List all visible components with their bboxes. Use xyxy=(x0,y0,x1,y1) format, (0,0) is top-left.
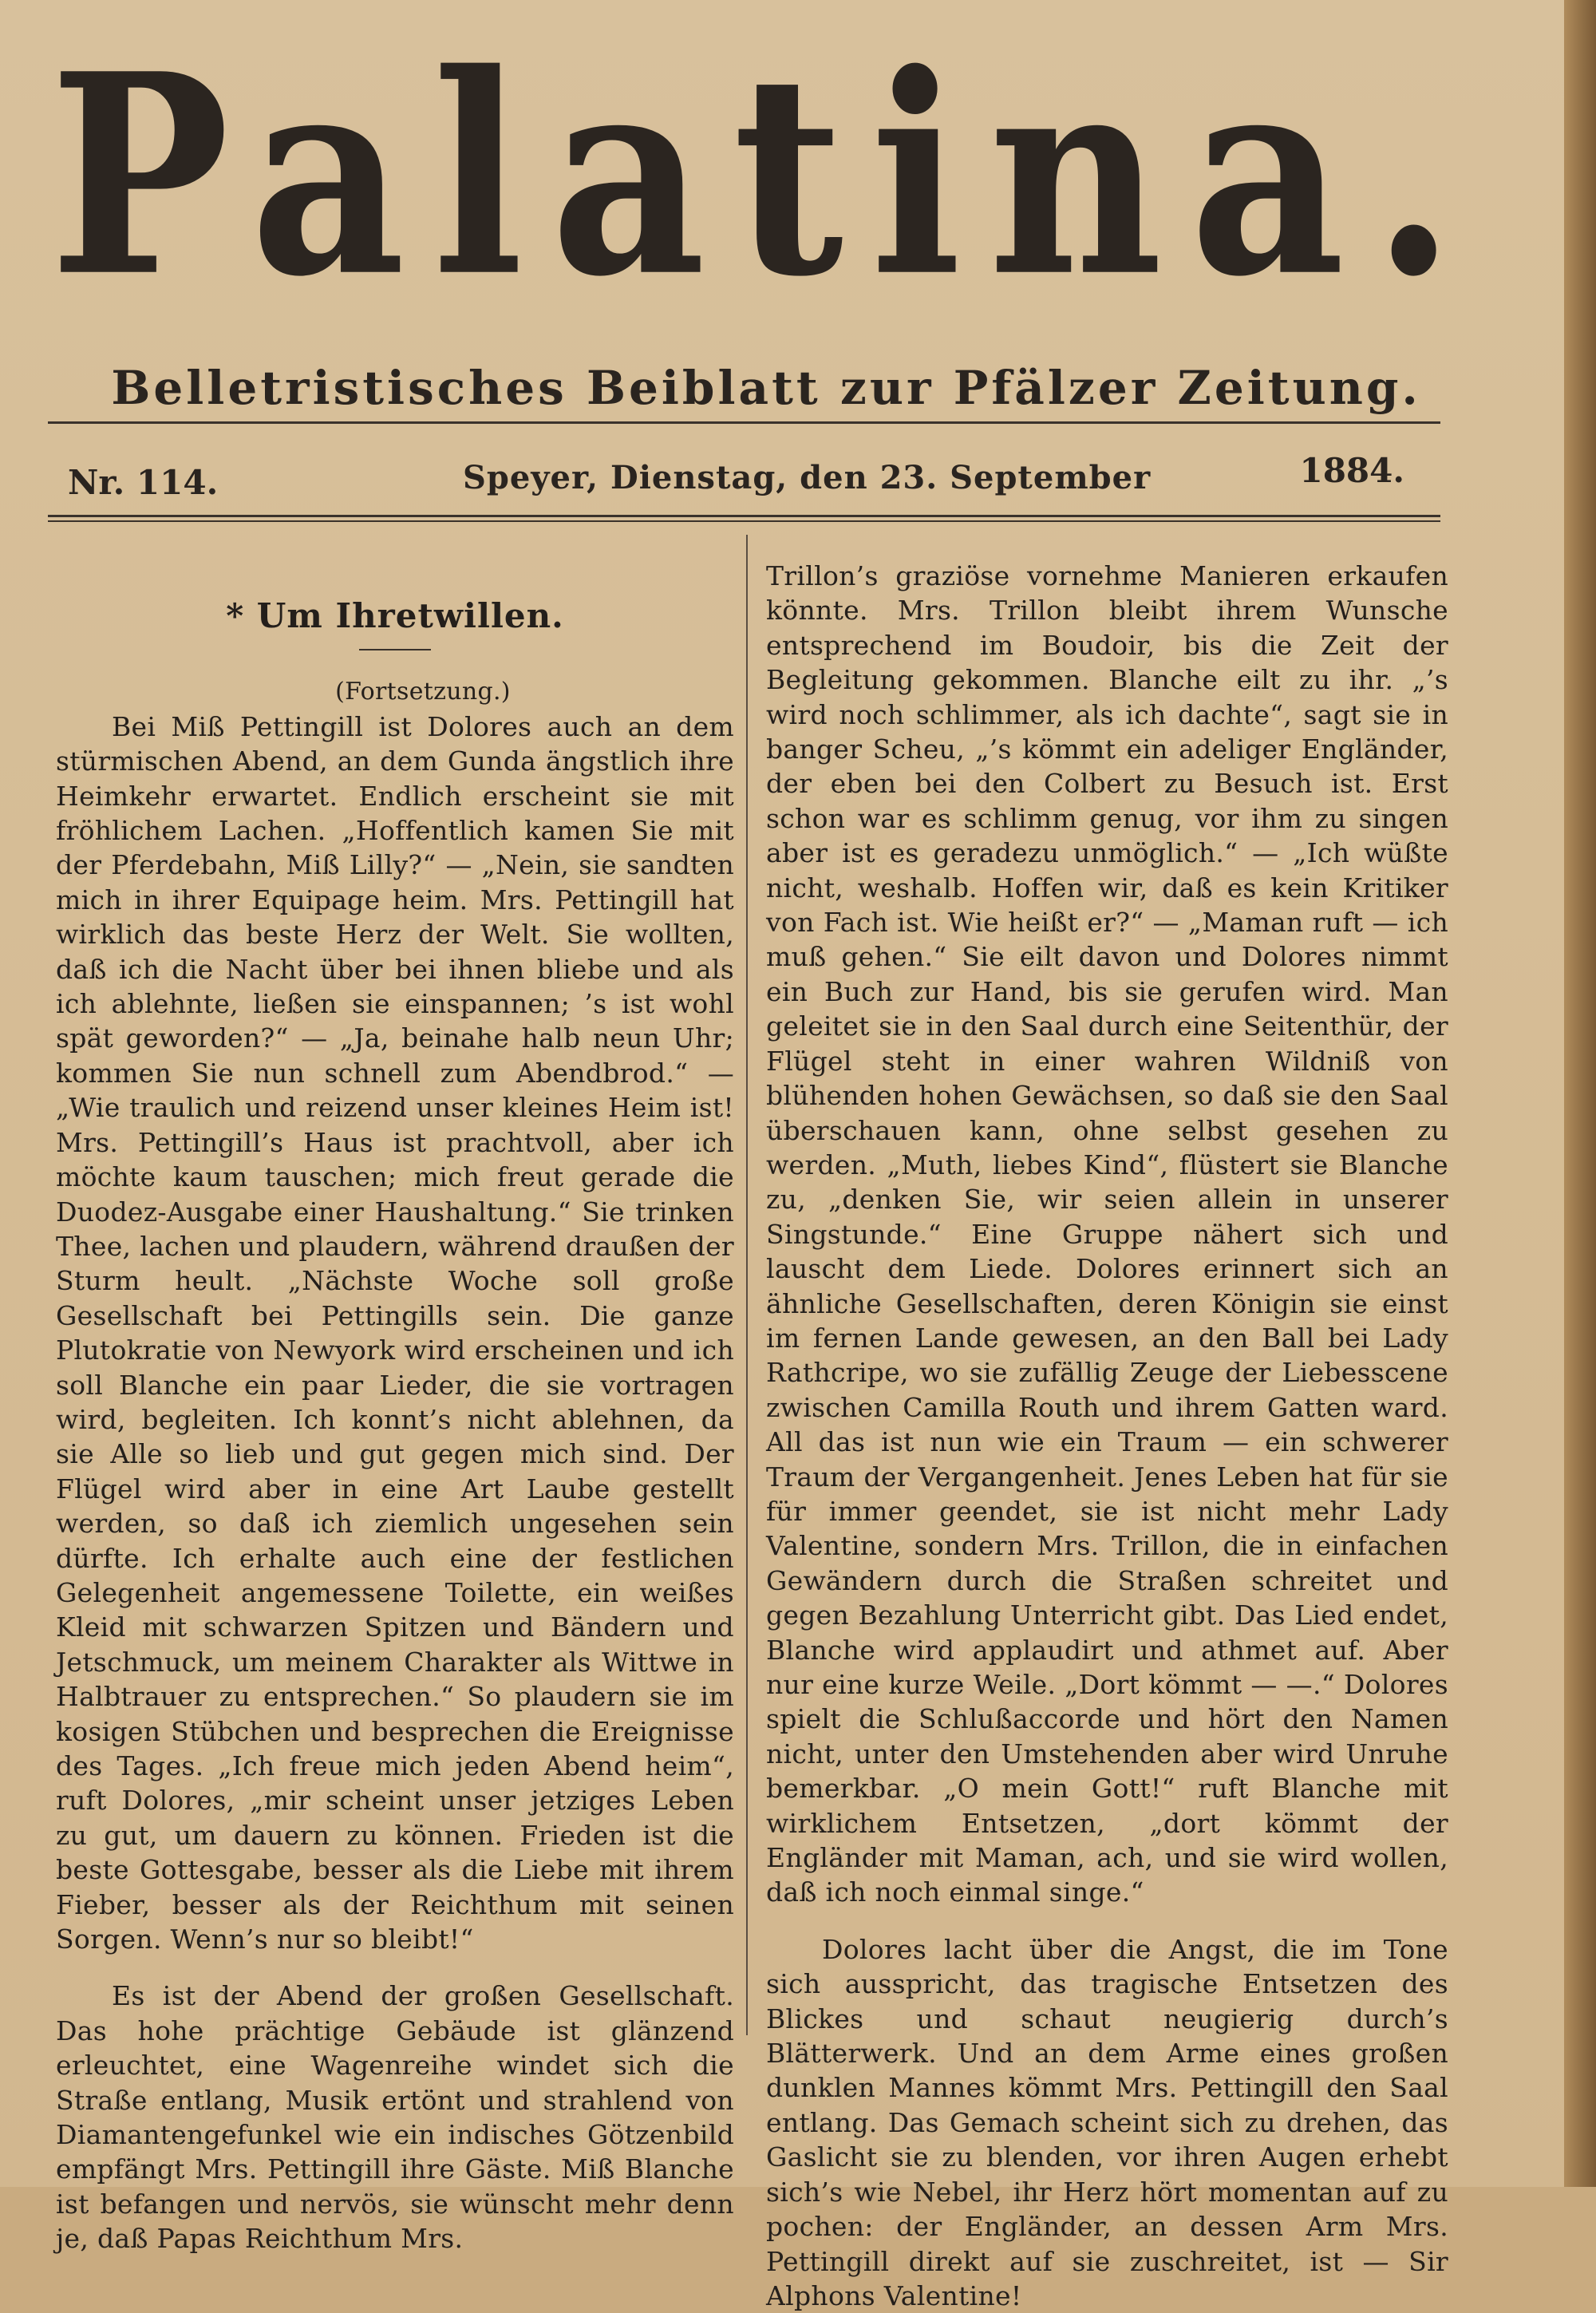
column-divider xyxy=(746,535,748,2035)
paragraph: Es ist der Abend der großen Gesellschaft. Das hohe prächtige Gebäude ist glänzend erleuchtet, eine Wagenreihe windet sich die Straße entlang, Musik ertönt und strahlend von Diamantengefunkel wie ein indisches Götzenbild empfängt Mrs. Pettingill ihre Gäste. Miß Blanche ist befangen und nervös, sie wünscht mehr denn je, daß Papas Reichthum Mrs. xyxy=(56,1980,734,2255)
issue-year: 1884. xyxy=(1299,451,1404,490)
book-spine xyxy=(1564,0,1596,2187)
masthead-subtitle: Belletristisches Beiblatt zur Pfälzer Zeitung. xyxy=(111,361,1421,415)
right-column xyxy=(766,559,1448,2313)
issue-line xyxy=(48,443,1440,502)
paragraph: Trillon’s graziöse vornehme Manieren erkaufen könnte. Mrs. Trillon bleibt ihrem Wunsche entsprechend im Boudoir, bis die Zeit der Begleitung gekommen. Blanche eilt zu ihr. „’s wird noch schlimmer, als ich dachte“, sagt sie in banger Scheu, „’s kömmt ein adeliger Engländer, der eben bei den Colbert zu Besuch ist. Erst schon war es schlimm genug, vor ihm zu singen aber ist es geradezu unmöglich.“ — „Ich wüßte nicht, weshalb. Hoffen wir, daß es kein Kritiker von Fach ist. Wie heißt er?“ — „Maman ruft — ich muß gehen.“ Sie eilt davon und Dolores nimmt ein Buch zur Hand, bis sie gerufen wird. Man geleitet sie in den Saal durch eine Seitenthür, der Flügel steht in einer wahren Wildniß von blühenden hohen Gewächsen, so daß sie den Saal überschauen kann, ohne selbst gesehen zu werden. „Muth, liebes Kind“, flüstert sie Blanche zu, „denken Sie, wir seien allein in unserer Singstunde.“ Eine Gruppe nähert sich und lauscht dem Liede. Dolores erinnert sich an ähnliche Gesellschaften, deren Königin sie einst im fernen Lande gewesen, an den Ball bei Lady Rathcripe, wo sie zufällig Zeuge der Liebesscene zwischen Camilla Routh und ihrem Gatten ward. All das ist nun wie ein Traum — ein schwerer Traum der Vergangenheit. Jenes Leben hat für sie für immer geendet, sie ist nicht mehr Lady Valentine, sondern Mrs. Trillon, die in einfachen Gewändern durch die Straßen schreitet und gegen Bezahlung Unterricht gibt. Das Lied endet, Blanche wird applaudirt und athmet auf. Aber nur eine kurze Weile. „Dort kömmt — —.“ Dolores spielt die Schlußaccorde und hört den Namen nicht, unter den Umstehenden aber wird Unruhe bemerkbar. „O mein Gott!“ ruft Blanche mit wirklichem Entsetzen, „dort kömmt der Engländer mit Maman, ach, und sie wird wollen, daß ich noch einmal singe.“ xyxy=(766,560,1448,1908)
masthead-title: Palatina. xyxy=(49,13,1483,338)
issue-number: Nr. 114. xyxy=(68,463,219,502)
paragraph: Dolores lacht über die Angst, die im Tone sich ausspricht, das tragische Entsetzen des Blickes und schaut neugierig durch’s Blätterwerk. Und an dem Arme eines großen dunklen Mannes kömmt Mrs. Pettingill den Saal entlang. Das Gemach scheint sich zu drehen, das Gaslicht sie zu blenden, vor ihren Augen erhebt sich’s wie Nebel, ihr Herz hört momentan auf zu pochen: der Engländer, an dessen Arm Mrs. Pettingill direkt auf sie zuschreitet, ist — Sir Alphons Valentine! xyxy=(766,1933,1448,2311)
title-rule xyxy=(359,649,431,650)
header-rule xyxy=(48,520,1440,522)
continued-note: (Fortsetzung.) xyxy=(335,678,511,706)
paragraph: Bei Miß Pettingill ist Dolores auch an dem stürmischen Abend, an dem Gunda ängstlich ihre Heimkehr erwartet. Endlich erscheint sie mit fröhlichem Lachen. „Hoffentlich kamen Sie mit der Pferdebahn, Miß Lilly?“ — „Nein, sie sandten mich in ihrer Equipage heim. Mrs. Pettingill hat wirklich das beste Herz der Welt. Sie wollten, daß ich die Nacht über bei ihnen bliebe und als ich ablehnte, ließen sie einspannen; ’s ist wohl spät geworden?“ — „Ja, beinahe halb neun Uhr; kommen Sie nun schnell zum Abendbrod.“ — „Wie traulich und reizend unser kleines Heim ist! Mrs. Pettingill’s Haus ist prachtvoll, aber ich möchte kaum tauschen; mich freut gerade die Duodez-Ausgabe einer Haushaltung.“ Sie trinken Thee, lachen und plaudern, während draußen der Sturm heult. „Nächste Woche soll große Gesellschaft bei Pettingills sein. Die ganze Plutokratie von Newyork wird erscheinen und ich soll Blanche ein paar Lieder, die sie vortragen wird, begleiten. Ich konnt’s nicht ablehnen, da sie Alle so lieb und gut gegen mich sind. Der Flügel wird aber in eine Art Laube gestellt werden, so daß ich ziemlich ungesehen sein dürfte. Ich erhalte auch eine der festlichen Gelegenheit angemessene Toilette, ein weißes Kleid mit schwarzen Spitzen und Bändern und Jetschmuck, um meinem Charakter als Wittwe in Halbtrauer zu entsprechen.“ So plaudern sie im kosigen Stübchen und besprechen die Ereignisse des Tages. „Ich freue mich jeden Abend heim“, ruft Dolores, „mir scheint unser jetziges Leben zu gut, um dauern zu können. Frieden ist die beste Gottesgabe, besser als die Liebe mit ihrem Fieber, besser als der Reichthum mit seinen Sorgen. Wenn’s nur so bleibt!“ xyxy=(56,710,734,1955)
article-title: * Um Ihretwillen. xyxy=(226,596,564,635)
header-rule xyxy=(48,515,1440,517)
issue-place-date: Speyer, Dienstag, den 23. September xyxy=(463,459,1152,496)
left-column xyxy=(56,575,734,2256)
header-rule xyxy=(48,421,1440,424)
